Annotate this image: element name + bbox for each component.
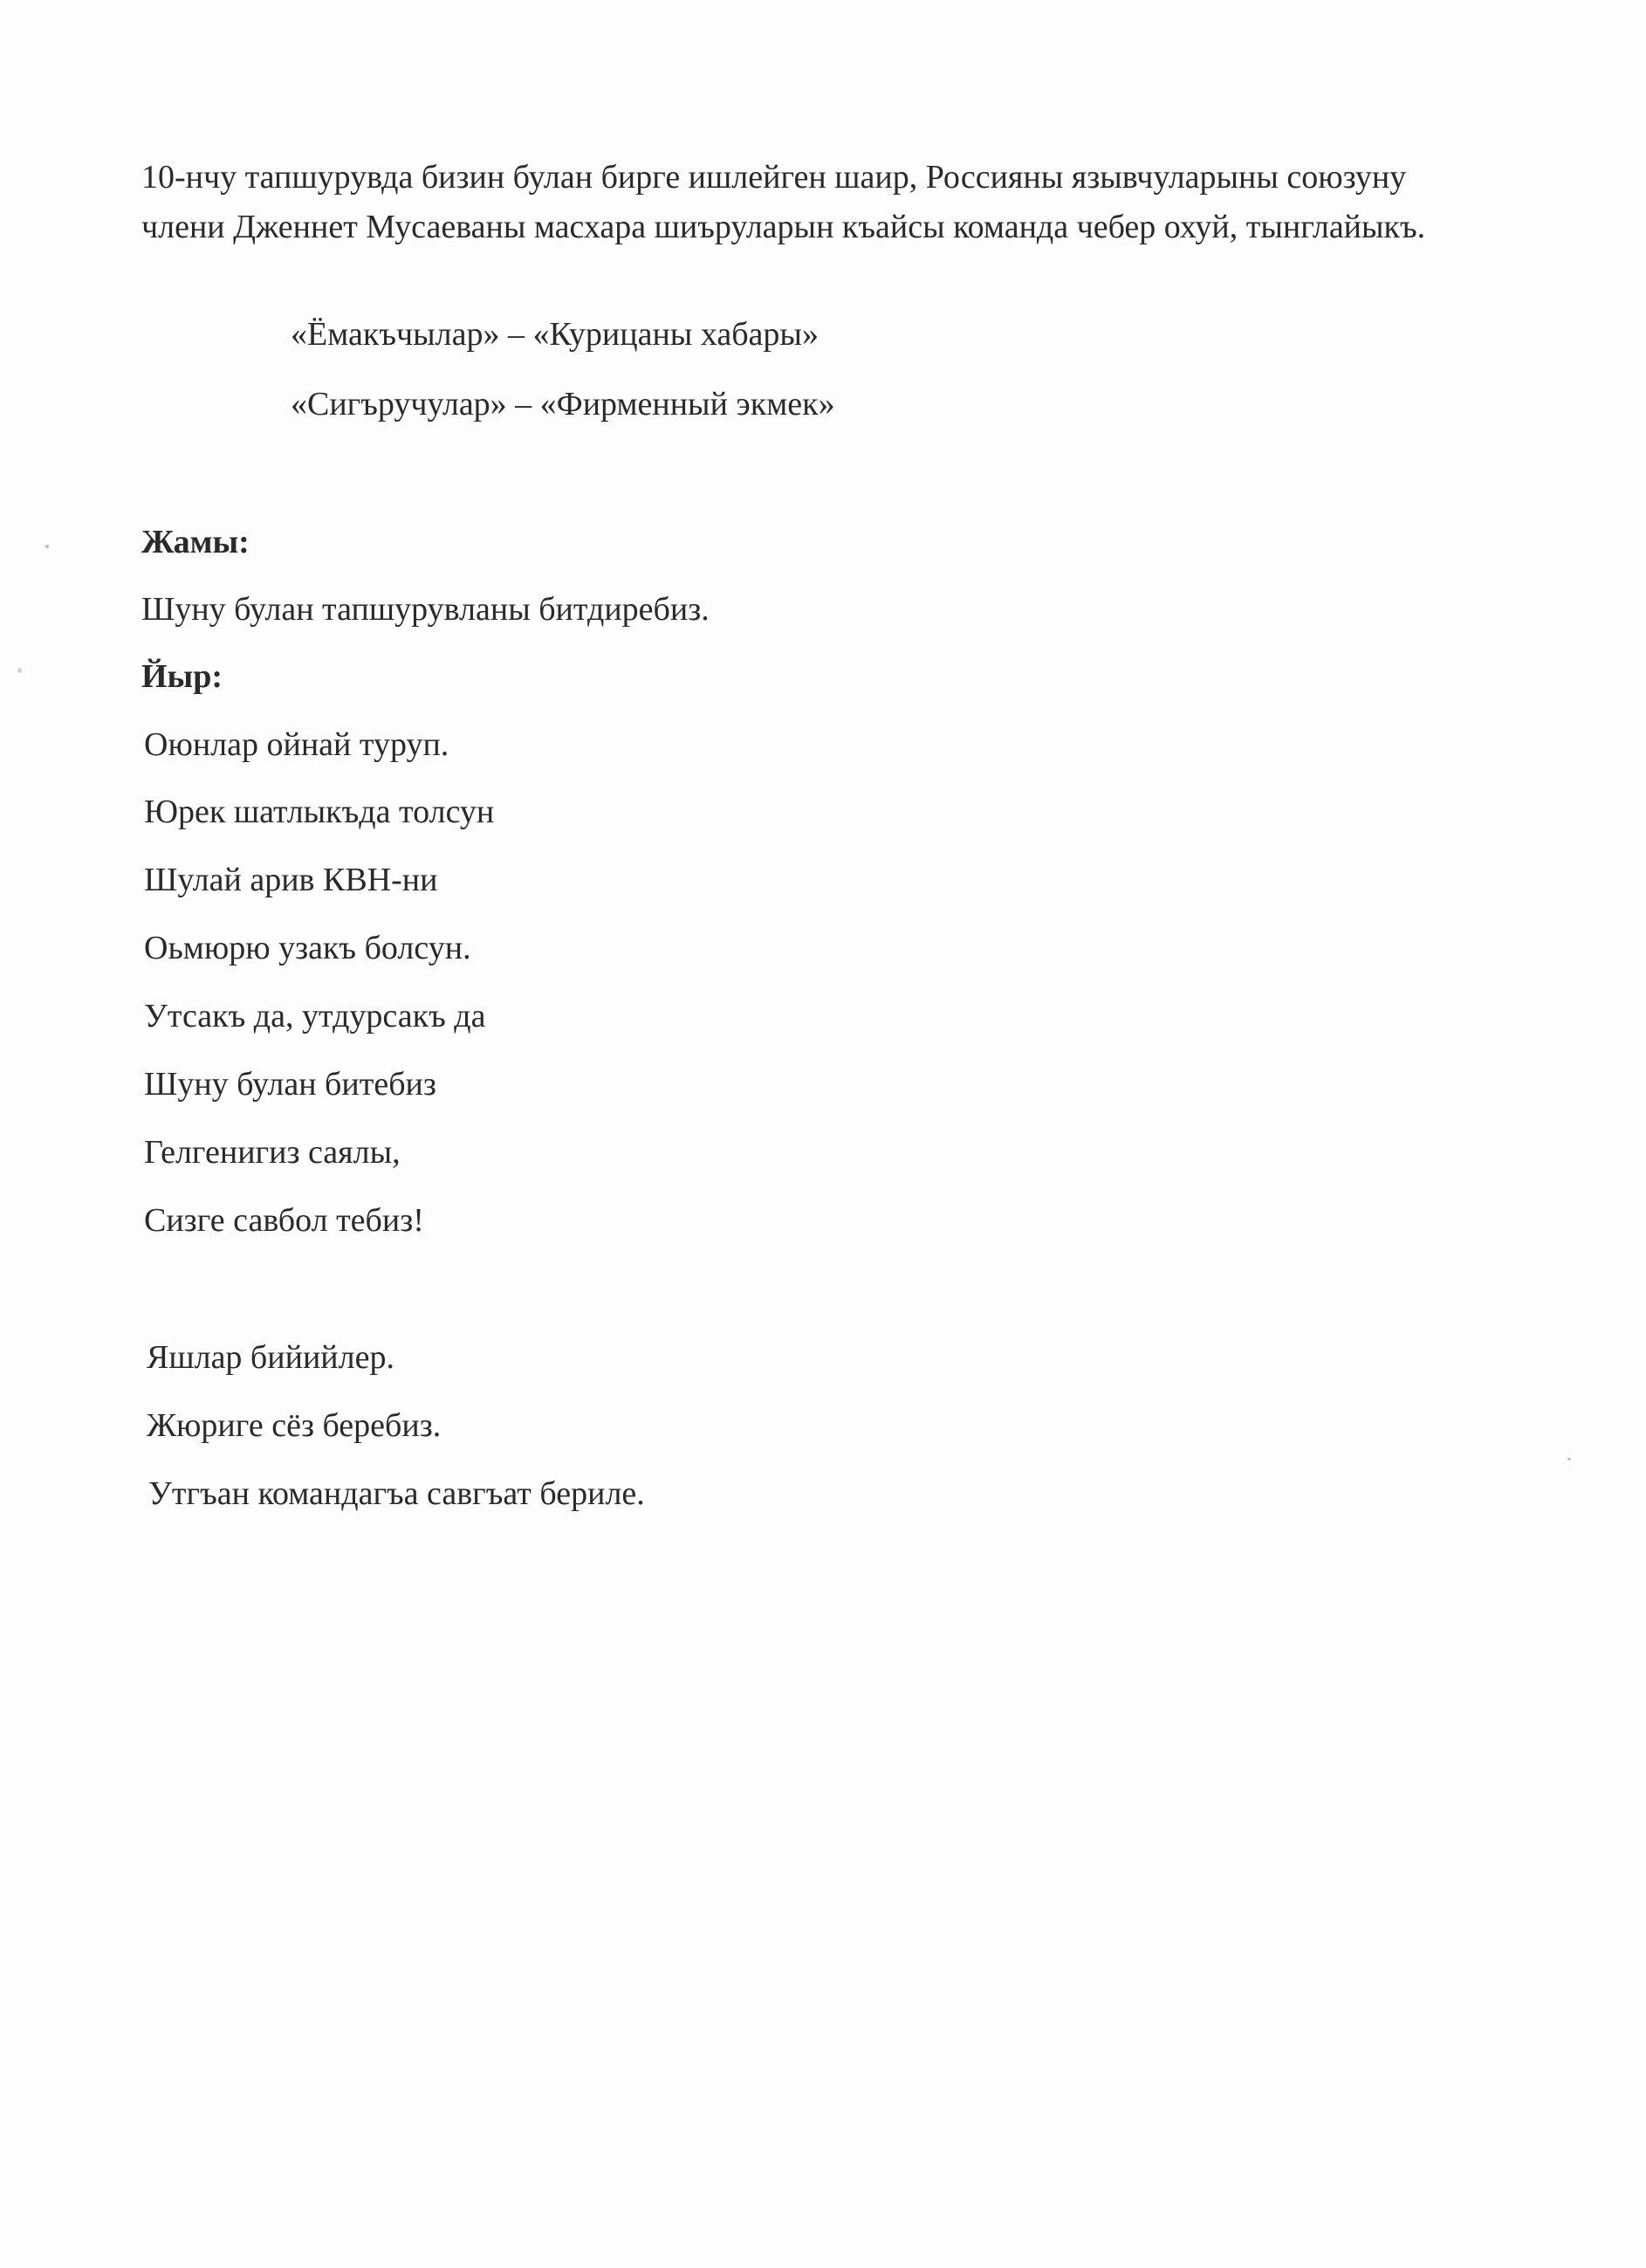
scan-speck — [1567, 1458, 1571, 1460]
team-pair-2: «Сигъручулар» – «Фирменный экмек» — [291, 386, 835, 423]
song-line-6: Шуну булан битебиз — [144, 1066, 436, 1103]
scan-speck — [45, 545, 49, 548]
team-pair-1: «Ёмакъчылар» – «Курицаны хабары» — [291, 316, 819, 353]
song-line-1: Оюнлар ойнай туруп. — [144, 726, 449, 763]
closing-line-2: Жюриге сёз беребиз. — [147, 1407, 442, 1444]
song-line-8: Сизге савбол тебиз! — [144, 1202, 424, 1239]
song-heading: Йыр: — [141, 658, 223, 695]
scan-speck — [17, 668, 22, 673]
song-line-5: Утсакъ да, утдурсакъ да — [144, 998, 486, 1034]
song-line-4: Оьмюрю узакъ болсун. — [144, 930, 471, 966]
summary-text: Шуну булан тапшурувланы битдиребиз. — [141, 591, 710, 628]
song-line-7: Гелгенигиз саялы, — [144, 1134, 401, 1171]
closing-line-3: Утгъан командагъа савгъат бериле. — [148, 1475, 645, 1512]
summary-heading: Жамы: — [141, 524, 250, 560]
closing-line-1: Яшлар бийийлер. — [147, 1339, 394, 1376]
intro-paragraph: 10-нчу тапшурувда бизин булан бирге ишлейген шаир, Россияны язывчуларыны союзуну члени Дженнет Мусаеваны масхара шиъруларын къайсы команда чебер охуй, тынглайыкъ. — [141, 159, 1426, 245]
song-line-2: Юрек шатлыкъда толсун — [144, 794, 495, 830]
song-line-3: Шулай арив КВН-ни — [144, 862, 438, 898]
